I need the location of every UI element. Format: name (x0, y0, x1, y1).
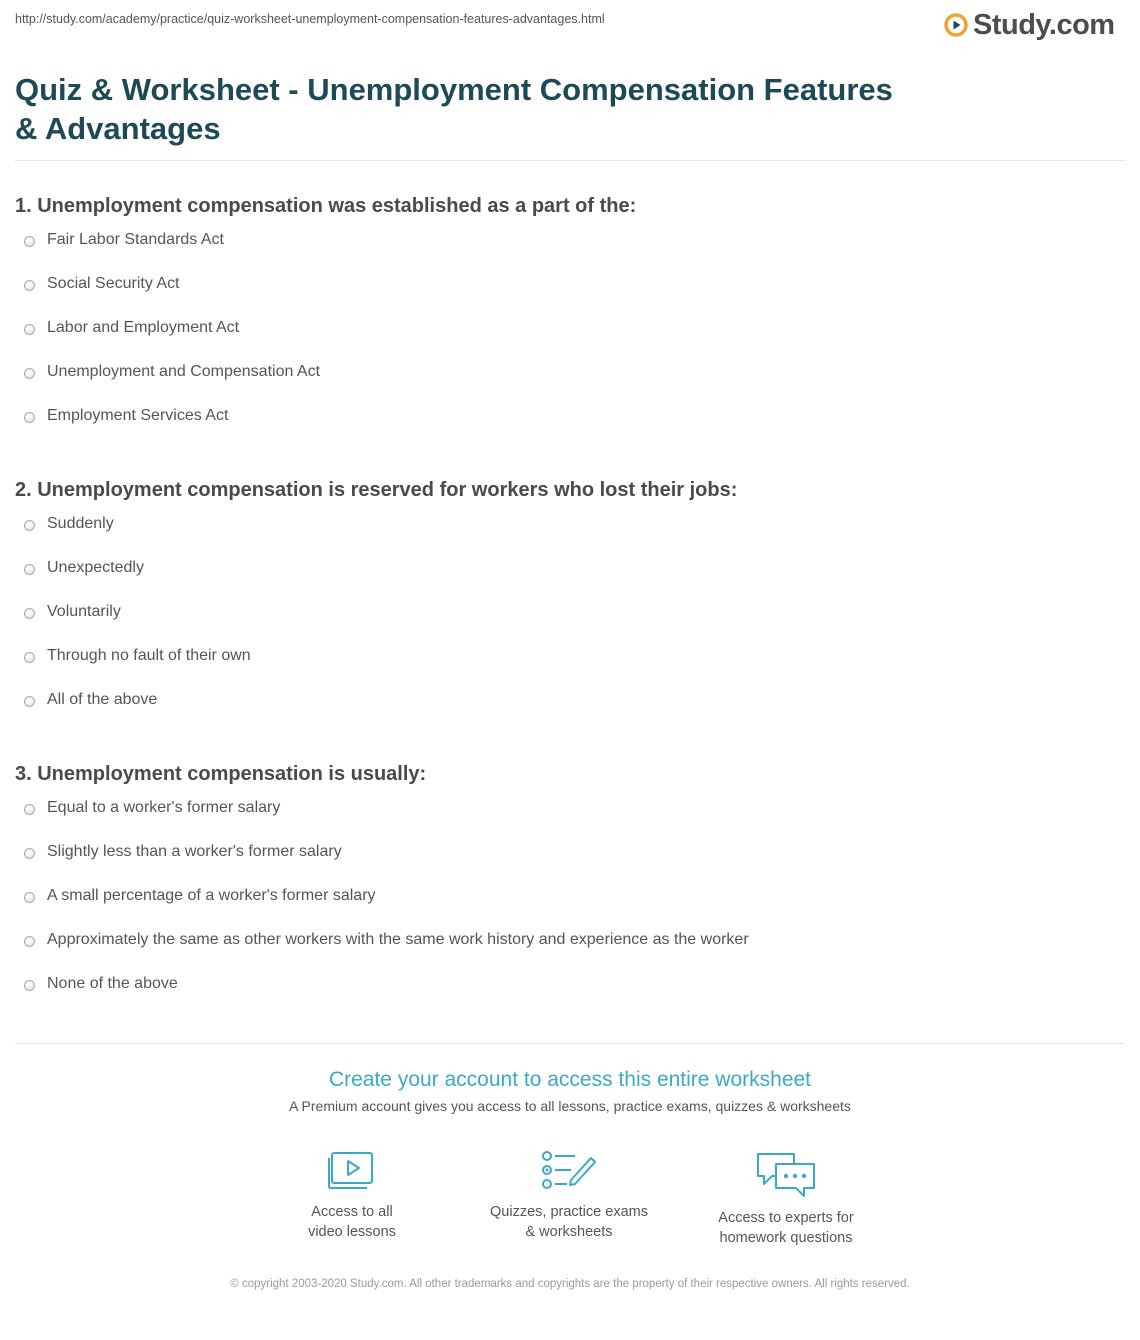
question-1 (15, 193, 1125, 454)
study-logo[interactable] (944, 8, 1118, 42)
answer-option[interactable] (15, 975, 1125, 1022)
option-label: Through no fault of their own (47, 647, 251, 664)
content-divider (15, 1043, 1125, 1044)
radio-icon[interactable] (24, 564, 35, 575)
option-label: All of the above (47, 691, 158, 708)
radio-icon[interactable] (24, 696, 35, 707)
answer-option[interactable] (15, 515, 1125, 562)
answer-option[interactable] (15, 647, 1125, 694)
option-label: Unexpectedly (47, 559, 144, 576)
answer-option[interactable] (15, 231, 1125, 278)
copyright-text: © copyright 2003-2020 Study.com. All other trademarks and copyrights are the property of their respective owners. All rights reserved. (230, 1278, 910, 1290)
answer-option[interactable] (15, 559, 1125, 606)
page-title: Quiz & Worksheet - Unemployment Compensation Features & Advantages (15, 72, 893, 146)
radio-icon[interactable] (24, 520, 35, 531)
header-divider (15, 160, 1125, 161)
question-text: 1. Unemployment compensation was established as a part of the: (15, 195, 637, 217)
radio-icon[interactable] (24, 324, 35, 335)
radio-icon[interactable] (24, 848, 35, 859)
answer-option[interactable] (15, 319, 1125, 366)
answer-options (15, 231, 1125, 454)
answer-option[interactable] (15, 603, 1125, 650)
radio-icon[interactable] (24, 236, 35, 247)
browser-url: http://study.com/academy/practice/quiz-worksheet-unemployment-compensation-features-advantages.html (15, 12, 605, 26)
answer-option[interactable] (15, 843, 1125, 890)
answer-option[interactable] (15, 363, 1125, 410)
answer-option[interactable] (15, 275, 1125, 322)
cta-subtitle: A Premium account gives you access to all lessons, practice exams, quizzes & worksheets (289, 1098, 851, 1114)
answer-option[interactable] (15, 887, 1125, 934)
option-label: Fair Labor Standards Act (47, 231, 224, 248)
quiz-checklist-icon (541, 1150, 597, 1194)
option-label: Suddenly (47, 515, 114, 532)
radio-icon[interactable] (24, 980, 35, 991)
question-3 (15, 761, 1125, 1022)
logo-text: Study.com (973, 9, 1115, 41)
option-label: Approximately the same as other workers with the same work history and experience as the worker (47, 931, 749, 948)
radio-icon[interactable] (24, 936, 35, 947)
feature-label: Access to all video lessons (308, 1204, 396, 1240)
answer-option[interactable] (15, 931, 1125, 978)
answer-options (15, 515, 1125, 738)
feature-quizzes (469, 1150, 669, 1242)
option-label: Unemployment and Compensation Act (47, 363, 321, 380)
answer-option[interactable] (15, 799, 1125, 846)
radio-icon[interactable] (24, 412, 35, 423)
option-label: Voluntarily (47, 603, 121, 620)
feature-label: Access to experts for homework questions (718, 1210, 854, 1246)
feature-label: Quizzes, practice exams & worksheets (490, 1204, 648, 1240)
chat-bubbles-icon (754, 1150, 818, 1200)
option-label: Equal to a worker's former salary (47, 799, 281, 816)
radio-icon[interactable] (24, 280, 35, 291)
create-account-link[interactable]: Create your account to access this entire worksheet (328, 1068, 812, 1091)
option-label: A small percentage of a worker's former salary (47, 887, 376, 904)
answer-option[interactable] (15, 691, 1125, 738)
answer-option[interactable] (15, 407, 1125, 454)
option-label: Employment Services Act (47, 407, 229, 424)
feature-video-lessons (252, 1150, 452, 1242)
question-text: 2. Unemployment compensation is reserved for workers who lost their jobs: (15, 479, 738, 501)
option-label: Social Security Act (47, 275, 180, 292)
radio-icon[interactable] (24, 368, 35, 379)
option-label: None of the above (47, 975, 178, 992)
question-text: 3. Unemployment compensation is usually: (15, 763, 427, 785)
feature-experts (686, 1150, 886, 1248)
radio-icon[interactable] (24, 652, 35, 663)
radio-icon[interactable] (24, 804, 35, 815)
option-label: Slightly less than a worker's former salary (47, 843, 342, 860)
video-lessons-icon (326, 1150, 378, 1194)
play-logo-icon (944, 13, 968, 37)
radio-icon[interactable] (24, 892, 35, 903)
radio-icon[interactable] (24, 608, 35, 619)
option-label: Labor and Employment Act (47, 319, 240, 336)
answer-options (15, 799, 1125, 1022)
question-2 (15, 477, 1125, 738)
